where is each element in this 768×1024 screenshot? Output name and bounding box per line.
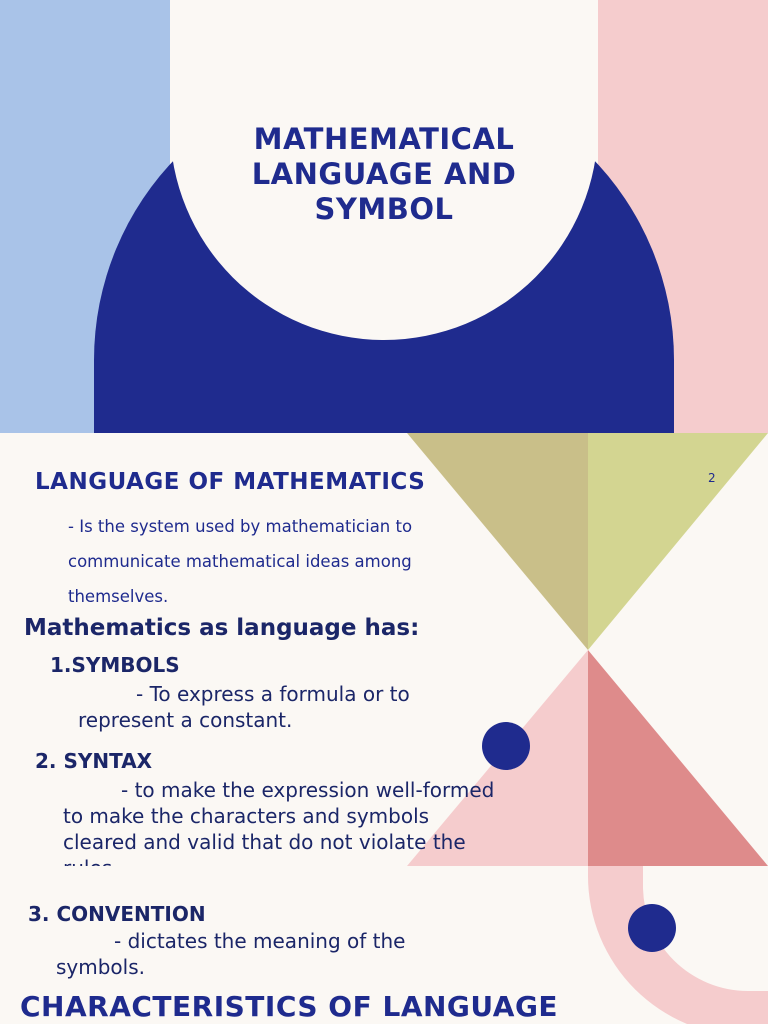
title-slide xyxy=(0,0,768,433)
characteristics-heading: CHARACTERISTICS OF LANGUAGE xyxy=(20,990,559,1023)
page-number: 2 xyxy=(708,471,716,485)
lime-triangle xyxy=(588,433,768,650)
item-title-convention: 3. CONVENTION xyxy=(28,902,206,926)
subheading: Mathematics as language has: xyxy=(24,615,420,641)
item-title-symbols: 1.SYMBOLS xyxy=(50,653,180,677)
item-description-syntax: - to make the expression well-formed to make the characters and symbols cleared and valid that do not violate the xyxy=(63,778,495,854)
language-of-mathematics-slide xyxy=(0,433,768,866)
convention-slide xyxy=(0,866,768,1024)
navy-dot xyxy=(628,904,676,952)
salmon-triangle xyxy=(588,650,768,866)
slide-heading: LANGUAGE OF MATHEMATICS xyxy=(35,469,426,495)
item-description-symbols: - To express a formula or to represent a constant. xyxy=(78,682,410,732)
definition-text: - Is the system used by mathematician to communicate mathematical ideas among themselves. xyxy=(68,517,413,606)
navy-dot xyxy=(482,722,530,770)
item-description-convention: - dictates the meaning of the symbols. xyxy=(56,929,406,979)
pink-arc xyxy=(588,866,768,1024)
item-title-syntax: 2. SYNTAX xyxy=(35,749,153,773)
slide-title: MATHEMATICAL LANGUAGE AND SYMBOL xyxy=(251,122,517,226)
